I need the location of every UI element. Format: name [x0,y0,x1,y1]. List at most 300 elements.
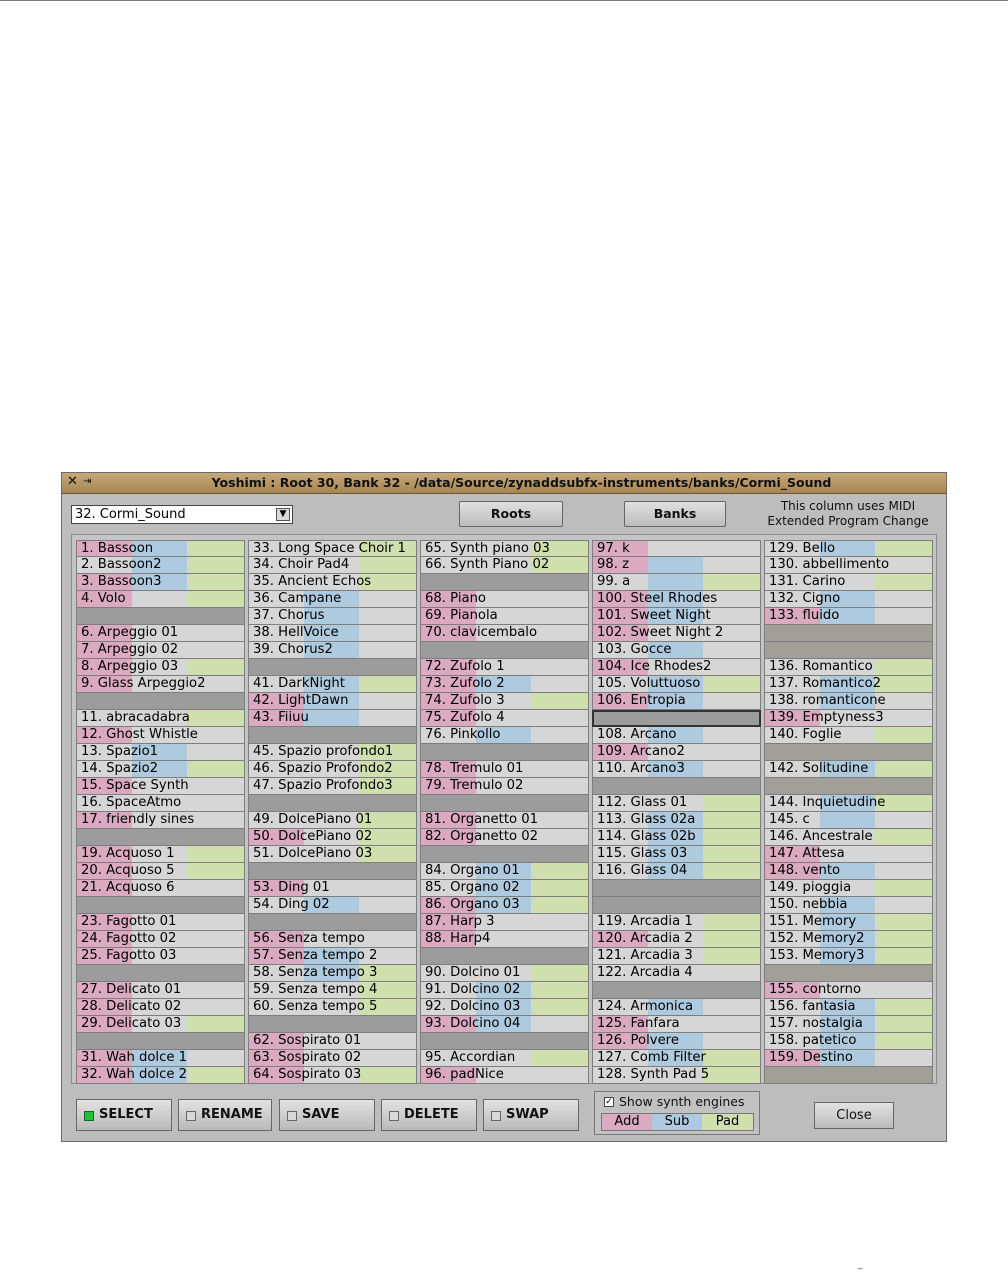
engine-pad-band [703,812,760,828]
instrument-slot[interactable] [420,710,589,727]
show-engines-label: Show synth engines [619,1094,745,1109]
instrument-name: 114. Glass 02b [597,829,696,844]
instrument-name: 97. k [597,541,630,556]
instrument-slot[interactable] [248,795,417,812]
instrument-name: 68. Piano [425,591,486,606]
instrument-name: 75. Zufolo 4 [425,710,505,725]
instrument-slot[interactable] [248,676,417,693]
instrument-slot[interactable] [592,1016,761,1033]
instrument-slot[interactable] [592,965,761,982]
swap-button-label: SWAP [506,1107,549,1122]
instrument-slot[interactable] [76,727,245,744]
instrument-slot[interactable] [764,1050,933,1067]
instrument-slot[interactable] [76,795,245,812]
instrument-slot[interactable] [248,710,417,727]
instrument-slot[interactable] [76,1067,245,1084]
instrument-name: 16. SpaceAtmo [81,795,182,810]
instrument-slot[interactable] [764,1016,933,1033]
engine-pad-band [875,541,932,556]
instrument-slot[interactable] [764,846,933,863]
engine-pad-band [187,710,244,726]
instrument-name: 136. Romantico [769,659,873,674]
instrument-name: 57. Senza tempo 2 [253,948,378,963]
instrument-name: 99. a [597,574,631,589]
instrument-name: 72. Zufolo 1 [425,659,505,674]
instrument-slot[interactable] [592,778,761,795]
engine-pad-band [875,761,932,777]
instrument-name: 38. HellVoice [253,625,339,640]
instrument-slot[interactable] [592,642,761,659]
instrument-slot[interactable] [420,676,589,693]
instrument-slot[interactable] [764,829,933,846]
instrument-name: 34. Choir Pad4 [253,557,350,572]
instrument-column-5 [764,540,933,1084]
instrument-slot[interactable] [420,982,589,999]
instrument-slot[interactable] [76,999,245,1016]
instrument-slot[interactable] [248,744,417,761]
instrument-slot[interactable] [592,1067,761,1084]
instrument-slot[interactable] [420,965,589,982]
instrument-name: 138. romanticone [769,693,886,708]
pin-icon[interactable]: ⇥ [83,476,92,487]
instrument-slot[interactable] [248,846,417,863]
instrument-slot[interactable] [592,1050,761,1067]
show-engines-checkbox[interactable]: ✓ [605,1097,613,1107]
engine-pad-band [875,676,932,692]
instrument-name: 137. Romantico2 [769,676,882,691]
instrument-name: 35. Ancient Echos [253,574,372,589]
instrument-name: 129. Bello [769,541,836,556]
instrument-slot[interactable] [592,710,761,727]
instrument-slot[interactable] [420,914,589,931]
action-bar [71,1089,937,1135]
instrument-name: 119. Arcadia 1 [597,914,693,929]
instrument-slot[interactable] [248,897,417,914]
instrument-slot[interactable] [592,914,761,931]
instrument-name: 159. Destino [769,1050,853,1065]
instrument-name: 146. Ancestrale [769,829,873,844]
instrument-name: 101. Sweet Night [597,608,711,623]
instrument-slot[interactable] [764,710,933,727]
instrument-slot[interactable] [248,999,417,1016]
midi-mode-note [758,499,938,529]
instrument-slot[interactable] [592,625,761,642]
instrument-slot[interactable] [420,1016,589,1033]
instrument-slot[interactable] [592,557,761,574]
instrument-slot[interactable] [764,744,933,761]
instrument-slot[interactable] [420,574,589,591]
instrument-slot[interactable] [76,540,245,557]
instrument-name: 3. Bassoon3 [81,574,162,589]
instrument-slot[interactable] [592,931,761,948]
engine-pad-band [703,914,760,930]
instrument-slot[interactable] [764,693,933,710]
instrument-grid [71,534,937,1084]
instrument-slot[interactable] [76,982,245,999]
instrument-slot[interactable] [420,642,589,659]
instrument-slot[interactable] [76,829,245,846]
instrument-name: 102. Sweet Night 2 [597,625,724,640]
engine-pad-band [187,591,244,607]
instrument-slot[interactable] [248,1067,417,1084]
instrument-name: 122. Arcadia 4 [597,965,693,980]
instrument-slot[interactable] [248,1016,417,1033]
instrument-slot[interactable] [76,710,245,727]
roots-button[interactable]: Roots [459,501,563,527]
instrument-name: 54. Ding 02 [253,897,330,912]
instrument-slot[interactable] [248,659,417,676]
instrument-slot[interactable] [76,676,245,693]
instrument-slot[interactable] [764,761,933,778]
instrument-slot[interactable] [764,676,933,693]
instrument-slot[interactable] [764,880,933,897]
instrument-name: 110. Arcano3 [597,761,685,776]
instrument-slot[interactable] [248,608,417,625]
instrument-slot[interactable] [764,625,933,642]
instrument-slot[interactable] [592,982,761,999]
instrument-slot[interactable] [764,812,933,829]
engine-pad-band [703,1067,760,1083]
instrument-slot[interactable] [764,982,933,999]
instrument-slot[interactable] [764,1067,933,1084]
instrument-slot[interactable] [420,591,589,608]
instrument-name: 104. Ice Rhodes2 [597,659,712,674]
engine-pad-band [703,1050,760,1066]
instrument-slot[interactable] [764,914,933,931]
instrument-name: 96. padNice [425,1067,504,1082]
instrument-slot[interactable] [248,574,417,591]
instrument-name: 79. Tremulo 02 [425,778,524,793]
instrument-slot[interactable] [764,931,933,948]
instrument-name: 45. Spazio profondo1 [253,744,394,759]
engine-pad-band [875,1033,932,1049]
instrument-slot[interactable] [592,999,761,1016]
instrument-slot[interactable] [248,625,417,642]
delete-led-indicator [389,1111,399,1121]
instrument-name: 1. Bassoon [81,541,154,556]
engine-pad-band [531,982,588,998]
instrument-slot[interactable] [592,897,761,914]
instrument-name: 145. c [769,812,810,827]
instrument-slot[interactable] [764,727,933,744]
instrument-name: 153. Memory3 [769,948,865,963]
dropdown-arrow-icon[interactable]: ▼ [276,508,290,521]
instrument-slot[interactable] [420,761,589,778]
instrument-slot[interactable] [592,863,761,880]
instrument-slot[interactable] [76,931,245,948]
instrument-name: 105. Voluttuoso [597,676,701,691]
instrument-slot[interactable] [420,727,589,744]
instrument-name: 78. Tremulo 01 [425,761,524,776]
instrument-slot[interactable] [248,761,417,778]
instrument-name: 59. Senza tempo 4 [253,982,378,997]
rename-led-indicator [186,1111,196,1121]
instrument-slot[interactable] [76,948,245,965]
instrument-slot[interactable] [76,1016,245,1033]
instrument-slot[interactable] [420,1067,589,1084]
instrument-slot[interactable] [248,931,417,948]
instrument-slot[interactable] [248,829,417,846]
instrument-slot[interactable] [248,727,417,744]
instrument-slot[interactable] [592,540,761,557]
bank-dropdown-value: 32. Cormi_Sound [75,507,186,522]
instrument-name: 32. Wah dolce 2 [81,1067,188,1082]
instrument-slot[interactable] [420,897,589,914]
engine-pad-band [875,574,932,590]
instrument-name: 19. Acquoso 1 [81,846,175,861]
instrument-name: 87. Harp 3 [425,914,495,929]
instrument-slot[interactable] [592,591,761,608]
instrument-slot[interactable] [248,914,417,931]
instrument-name: 11. abracadabra [81,710,190,725]
instrument-name: 47. Spazio Profondo3 [253,778,393,793]
instrument-slot[interactable] [592,574,761,591]
instrument-name: 33. Long Space Choir 1 [253,541,406,556]
instrument-name: 98. z [597,557,630,572]
instrument-slot[interactable] [420,829,589,846]
engine-pad-band [187,557,244,573]
instrument-slot[interactable] [76,812,245,829]
instrument-slot[interactable] [592,608,761,625]
instrument-slot[interactable] [764,557,933,574]
instrument-slot[interactable] [764,863,933,880]
instrument-name: 8. Arpeggio 03 [81,659,179,674]
instrument-name: 81. Organetto 01 [425,812,539,827]
engine-pad-band [703,948,760,964]
instrument-name: 100. Steel Rhodes [597,591,718,606]
instrument-slot[interactable] [76,1033,245,1050]
instrument-name: 50. DolcePiano 02 [253,829,373,844]
instrument-slot[interactable] [420,625,589,642]
instrument-name: 126. Polvere [597,1033,679,1048]
instrument-name: 62. Sospirato 01 [253,1033,362,1048]
instrument-slot[interactable] [420,778,589,795]
engine-color-legend [601,1113,754,1131]
instrument-name: 106. Entropia [597,693,686,708]
engine-pad-band [531,897,588,913]
engine-pad-band [359,676,416,692]
instrument-slot[interactable] [764,540,933,557]
instrument-name: 144. Inquietudine [769,795,886,810]
page-corner-mark: ‾ [858,1268,863,1278]
instrument-slot[interactable] [420,1033,589,1050]
instrument-slot[interactable] [420,557,589,574]
engine-sub-band [648,574,703,590]
instrument-slot[interactable] [764,948,933,965]
delete-button[interactable] [381,1099,477,1131]
instrument-slot[interactable] [764,591,933,608]
engine-pad-band [187,761,244,777]
instrument-slot[interactable] [592,812,761,829]
instrument-slot[interactable] [248,880,417,897]
engine-sub-band [648,557,703,573]
engine-pad-band [703,676,760,692]
engine-pad-band [531,863,588,879]
instrument-slot[interactable] [76,914,245,931]
instrument-name: 128. Synth Pad 5 [597,1067,710,1082]
legend-pad: Pad [702,1114,753,1130]
synth-engines-panel [594,1091,760,1135]
instrument-slot[interactable] [592,727,761,744]
instrument-slot[interactable] [420,608,589,625]
instrument-slot[interactable] [76,744,245,761]
instrument-name: 157. nostalgia [769,1016,863,1031]
engine-pad-band [875,931,932,947]
instrument-slot[interactable] [248,948,417,965]
instrument-slot[interactable] [764,659,933,676]
instrument-slot[interactable] [76,897,245,914]
instrument-slot[interactable] [592,761,761,778]
instrument-slot[interactable] [592,948,761,965]
instrument-slot[interactable] [764,795,933,812]
instrument-slot[interactable] [76,1050,245,1067]
instrument-slot[interactable] [76,965,245,982]
window-titlebar[interactable] [62,473,946,494]
instrument-slot[interactable] [76,642,245,659]
instrument-name: 7. Arpeggio 02 [81,642,179,657]
instrument-slot[interactable] [248,1033,417,1050]
instrument-slot[interactable] [592,795,761,812]
instrument-name: 150. nebbia [769,897,848,912]
instrument-slot[interactable] [248,642,417,659]
engine-sub-band [820,812,875,828]
save-button[interactable] [279,1099,375,1131]
instrument-slot[interactable] [248,778,417,795]
instrument-slot[interactable] [420,880,589,897]
instrument-slot[interactable] [420,744,589,761]
instrument-name: 103. Gocce [597,642,672,657]
banks-button[interactable]: Banks [624,501,726,527]
close-button[interactable]: Close [814,1102,894,1129]
instrument-slot[interactable] [764,642,933,659]
instrument-slot[interactable] [248,1050,417,1067]
instrument-column-1 [76,540,245,1084]
instrument-slot[interactable] [76,574,245,591]
instrument-slot[interactable] [420,795,589,812]
instrument-slot[interactable] [76,557,245,574]
instrument-slot[interactable] [76,693,245,710]
instrument-name: 17. friendly sines [81,812,195,827]
instrument-slot[interactable] [592,659,761,676]
instrument-slot[interactable] [592,846,761,863]
instrument-name: 37. Chorus [253,608,325,623]
instrument-name: 25. Fagotto 03 [81,948,177,963]
instrument-slot[interactable] [248,591,417,608]
instrument-slot[interactable] [248,557,417,574]
instrument-slot[interactable] [420,540,589,557]
rename-button[interactable] [178,1099,272,1131]
instrument-slot[interactable] [592,880,761,897]
engine-pad-band [875,659,932,675]
instrument-slot[interactable] [764,608,933,625]
instrument-slot[interactable] [76,761,245,778]
instrument-slot[interactable] [248,965,417,982]
engine-pad-band [359,557,416,573]
instrument-slot[interactable] [76,591,245,608]
window-title: Yoshimi : Root 30, Bank 32 - /data/Source/zynaddsubfx-instruments/banks/Cormi_Sound [211,475,832,490]
instrument-slot[interactable] [764,999,933,1016]
instrument-name: 93. Dolcino 04 [425,1016,521,1031]
bank-dropdown[interactable] [71,505,293,524]
instrument-slot[interactable] [248,540,417,557]
engine-pad-band [703,795,760,811]
instrument-name: 46. Spazio Profondo2 [253,761,393,776]
instrument-name: 152. Memory2 [769,931,865,946]
instrument-slot[interactable] [592,693,761,710]
instrument-slot[interactable] [420,693,589,710]
instrument-slot[interactable] [248,982,417,999]
instrument-name: 39. Chorus2 [253,642,333,657]
instrument-slot[interactable] [76,659,245,676]
instrument-slot[interactable] [420,931,589,948]
instrument-name: 113. Glass 02a [597,812,696,827]
page-top-rule [0,0,1008,1]
instrument-slot[interactable] [764,574,933,591]
instrument-name: 43. Fiiuu [253,710,309,725]
engine-sub-band [304,710,359,726]
instrument-slot[interactable] [76,846,245,863]
instrument-slot[interactable] [764,965,933,982]
engine-pad-band [703,829,760,845]
instrument-name: 51. DolcePiano 03 [253,846,373,861]
instrument-name: 139. Emptyness3 [769,710,884,725]
instrument-name: 116. Glass 04 [597,863,688,878]
instrument-slot[interactable] [764,1033,933,1050]
instrument-slot[interactable] [420,659,589,676]
instrument-slot[interactable] [764,778,933,795]
instrument-name: 13. Spazio1 [81,744,159,759]
engine-pad-band [359,1067,416,1083]
instrument-name: 36. Campane [253,591,342,606]
instrument-slot[interactable] [420,812,589,829]
instrument-name: 92. Dolcino 03 [425,999,521,1014]
instrument-name: 120. Arcadia 2 [597,931,693,946]
engine-pad-band [187,574,244,590]
instrument-slot[interactable] [592,1033,761,1050]
instrument-slot[interactable] [420,999,589,1016]
instrument-name: 108. Arcano [597,727,677,742]
instrument-slot[interactable] [248,863,417,880]
engine-pad-band [187,1016,244,1032]
instrument-slot[interactable] [76,880,245,897]
engine-pad-band [875,948,932,964]
instrument-slot[interactable] [420,1050,589,1067]
instrument-name: 64. Sospirato 03 [253,1067,362,1082]
instrument-name: 133. fluido [769,608,840,623]
instrument-slot[interactable] [420,846,589,863]
instrument-slot[interactable] [764,897,933,914]
engine-pad-band [187,659,244,675]
instrument-slot[interactable] [592,676,761,693]
instrument-slot[interactable] [76,608,245,625]
instrument-slot[interactable] [248,812,417,829]
instrument-slot[interactable] [420,948,589,965]
instrument-name: 21. Acquoso 6 [81,880,175,895]
instrument-slot[interactable] [76,625,245,642]
select-button[interactable] [76,1099,172,1131]
instrument-slot[interactable] [592,829,761,846]
instrument-slot[interactable] [592,744,761,761]
delete-button-label: DELETE [404,1107,459,1122]
engine-pad-band [875,999,932,1015]
instrument-slot[interactable] [76,778,245,795]
instrument-slot[interactable] [248,693,417,710]
instrument-name: 20. Acquoso 5 [81,863,175,878]
instrument-slot[interactable] [76,863,245,880]
close-icon[interactable]: ✕ [67,474,78,489]
instrument-slot[interactable] [420,863,589,880]
swap-button[interactable] [483,1099,579,1131]
